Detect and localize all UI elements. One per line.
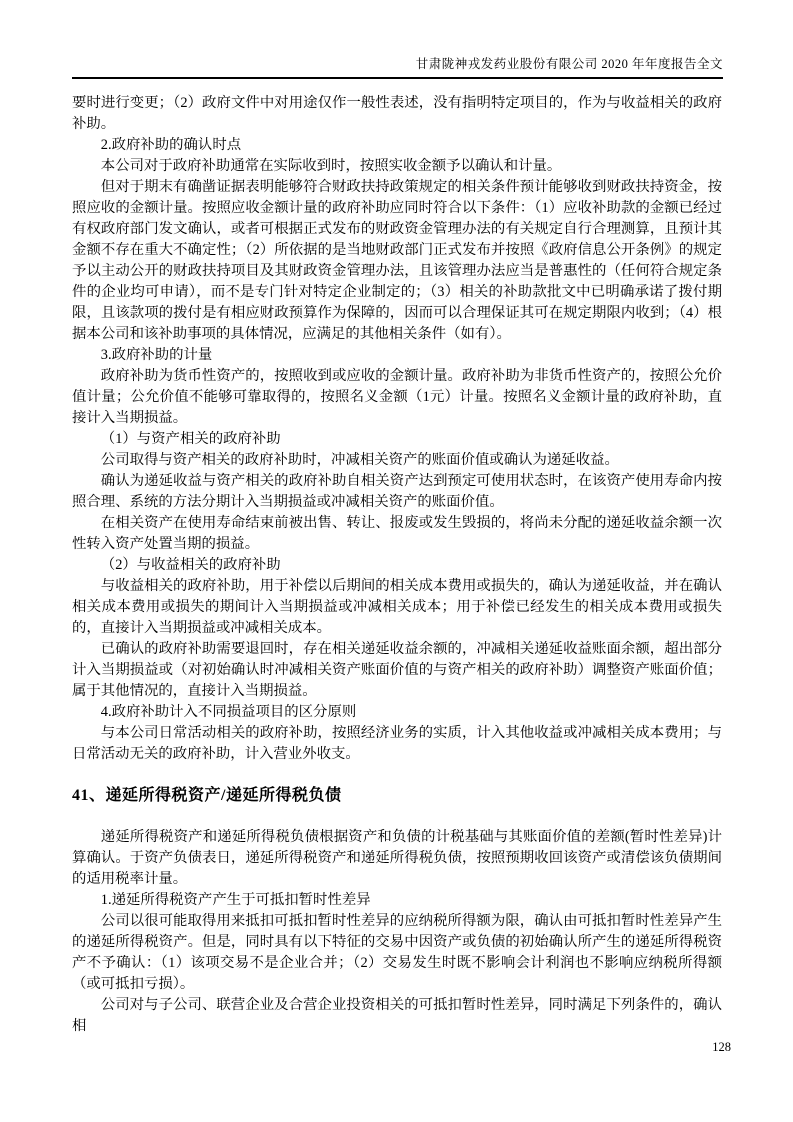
paragraph-deductible-title: 1.递延所得税资产产生于可抵扣暂时性差异	[100, 892, 371, 908]
document-body	[72, 93, 722, 1037]
paragraph-confirm-timing: 本公司对于政府补助通常在实际收到时，按照实收金额予以确认和计量。	[100, 158, 562, 174]
paragraph-measurement-title: 3.政府补助的计量	[100, 347, 213, 363]
report-header	[72, 56, 723, 79]
paragraph-income-related-2: 已确认的政府补助需要退回时，存在相关递延收益余额的，冲减相关递延收益账面余额，超出部分计入当期损益或（对初始确认时冲减相关资产账面价值的与资产相关的政府补助）调整资产账面价值；属于其他情况的，直接计入当期损益。	[72, 641, 722, 699]
paragraph-receivable-conditions: 但对于期末有确凿证据表明能够符合财政扶持政策规定的相关条件预计能够收到财政扶持资金，按照应收的金额计量。按照应收金额计量的政府补助应同时符合以下条件：（1）应收补助款的金额已经过有权政府部门发文确认，或者可根据正式发布的财政资金管理办法的有关规定自行合理测算，且预计其金额不存在重大不确定性；（2）所依据的是当地财政部门正式发布并按照《政府信息公开条例》的规定予以主动公开的财政扶持项目及其财政资金管理办法，且该管理办法应当是普惠性的（任何符合规定条件的企业均可申请），而不是专门针对特定企业制定的；（3）相关的补助款批文中已明确承诺了拨付期限，且该款项的拨付是有相应财政预算作为保障的，因而可以合理保证其可在规定期限内收到；（4）根据本公司和该补助事项的具体情况，应满足的其他相关条件（如有）。	[72, 179, 722, 342]
paragraph-asset-related-3: 在相关资产在使用寿命结束前被出售、转让、报废或发生毁损的，将尚未分配的递延收益余额一次性转入资产处置当期的损益。	[72, 515, 722, 552]
paragraph-deferred-tax-intro: 递延所得税资产和递延所得税负债根据资产和负债的计税基础与其账面价值的差额(暂时性差异)计算确认。于资产负债表日，递延所得税资产和递延所得税负债，按照预期收回该资产或清偿该负债期间的适用税率计量。	[72, 829, 722, 887]
paragraph-asset-related-2: 确认为递延收益与资产相关的政府补助自相关资产达到预定可使用状态时，在该资产使用寿命内按照合理、系统的方法分期计入当期损益或冲减相关资产的账面价值。	[72, 473, 722, 510]
paragraph-confirm-timing-title: 2.政府补助的确认时点	[100, 137, 242, 153]
paragraph-distinction: 与本公司日常活动相关的政府补助，按照经济业务的实质，计入其他收益或冲减相关成本费用；与日常活动无关的政府补助，计入营业外收支。	[72, 725, 722, 762]
header-title: 甘肃陇神戎发药业股份有限公司 2020 年年度报告全文	[415, 57, 723, 71]
paragraph-asset-related-1: 公司取得与资产相关的政府补助时，冲减相关资产的账面价值或确认为递延收益。	[100, 452, 619, 468]
paragraph-asset-related-title: （1）与资产相关的政府补助	[100, 431, 281, 447]
paragraph-income-related-title: （2）与收益相关的政府补助	[100, 557, 281, 573]
paragraph-continuation: 要时进行变更；（2）政府文件中对用途仅作一般性表述，没有指明特定项目的，作为与收益相关的政府补助。	[72, 95, 722, 132]
page-number: 128	[712, 1040, 731, 1054]
paragraph-deductible-detail: 公司以很可能取得用来抵扣可抵扣暂时性差异的应纳税所得额为限，确认由可抵扣暂时性差异产生的递延所得税资产。但是，同时具有以下特征的交易中因资产或负债的初始确认所产生的递延所得税资产不予确认：（1）该项交易不是企业合并；（2）交易发生时既不影响会计利润也不影响应纳税所得额（或可抵扣亏损）。	[72, 913, 722, 992]
section-41-heading: 41、递延所得税资产/递延所得税负债	[72, 787, 342, 804]
paragraph-subsidiary-investment: 公司对与子公司、联营企业及合营企业投资相关的可抵扣暂时性差异，同时满足下列条件的，确认相	[72, 997, 722, 1034]
paragraph-distinction-title: 4.政府补助计入不同损益项目的区分原则	[100, 704, 357, 720]
paragraph-income-related-1: 与收益相关的政府补助，用于补偿以后期间的相关成本费用或损失的，确认为递延收益，并在确认相关成本费用或损失的期间计入当期损益或冲减相关成本；用于补偿已经发生的相关成本费用或损失的，直接计入当期损益或冲减相关成本。	[72, 578, 722, 636]
paragraph-measurement: 政府补助为货币性资产的，按照收到或应收的金额计量。政府补助为非货币性资产的，按照公允价值计量；公允价值不能够可靠取得的，按照名义金额（1元）计量。按照名义金额计量的政府补助，直接计入当期损益。	[72, 368, 722, 426]
